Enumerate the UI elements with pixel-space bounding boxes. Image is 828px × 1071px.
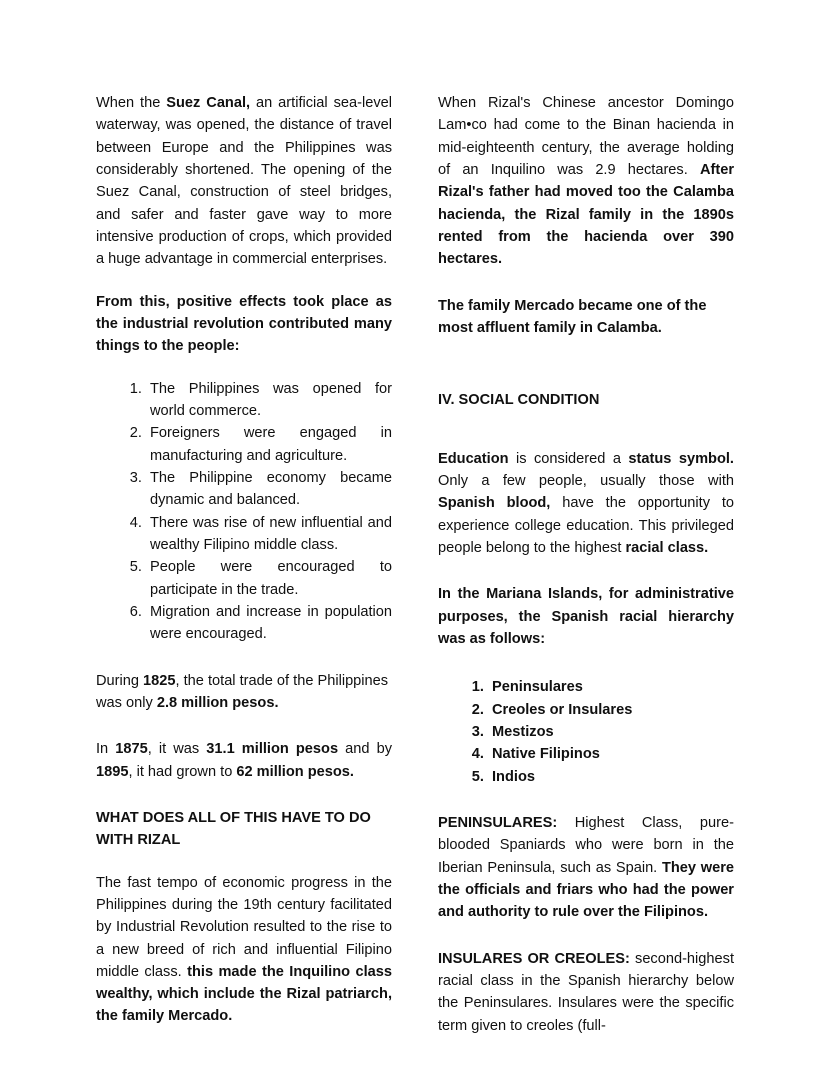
insulares-part1: second-highest racial class in the Spanish hierarchy below the Peninsulares. Insulares were the specific term given to creoles (full-: [438, 950, 734, 1034]
effects-list: [96, 378, 392, 646]
paragraph-family-mercado: The family Mercado became one of the most affluent family in Calamba.: [438, 297, 707, 336]
trade-1875-part2: , it was: [147, 741, 207, 758]
paragraph-insulares: [438, 948, 734, 1037]
trade-1875-part3: and by: [338, 741, 393, 758]
trade-1825-part2: , the total trade of the Philippines was only: [96, 672, 389, 711]
year-1875-bold: 1875: [115, 741, 148, 758]
amount-28m-bold: 2.8 million pesos.: [156, 694, 279, 711]
education-part2: Only a few people, usually those with: [438, 472, 734, 489]
paragraph-economic-tempo: [96, 872, 392, 1028]
suez-text-part2: an artificial sea-level waterway, was opened, the distance of travel between Europe and the Philippines was considerably shortened. The opening of the Suez Canal, construction of steel bridges, and safer and faster gave way to more intensive production of crops, which provided a huge advantage in commercial enterprises.: [96, 95, 392, 268]
education-part3: have the opportunity to experience college education. This privileged people belong to the highest: [438, 495, 735, 556]
heading-social-condition: IV. SOCIAL CONDITION: [438, 392, 600, 409]
paragraph-education: [438, 448, 734, 560]
list-item: 2. Creoles or Insulares: [488, 699, 734, 721]
list-item: 1. The Philippines was opened for world commerce.: [146, 378, 392, 423]
list-item: 3. The Philippine economy became dynamic and balanced.: [146, 467, 392, 512]
peninsulares-label-bold: PENINSULARES:: [438, 814, 558, 831]
paragraph-peninsulares: [438, 812, 734, 924]
list-item: 3. Mestizos: [488, 721, 734, 743]
education-bold: Education: [438, 450, 509, 467]
spacer: [438, 432, 734, 448]
heading-positive-effects: From this, positive effects took place as the industrial revolution contributed many things to the people:: [96, 293, 392, 355]
trade-1875-part1: In: [96, 741, 116, 758]
heading-mariana-islands-hierarchy: In the Mariana Islands, for administrative purposes, the Spanish racial hierarchy was as follows:: [438, 586, 734, 647]
suez-canal-bold: Suez Canal,: [166, 95, 251, 111]
lamco-bold: After Rizal's father had moved too the Calamba hacienda, the Rizal family in the 1890s rented from the hacienda over 390 hectares.: [438, 161, 734, 268]
education-part1: is considered a: [508, 450, 629, 467]
spanish-blood-bold: Spanish blood,: [438, 495, 551, 512]
peninsulares-officials-bold: They were the officials and friars who had the power and authority to rule over the Filipinos.: [438, 859, 734, 921]
two-column-layout: [96, 92, 740, 1057]
list-item: 4. There was rise of new influential and wealthy Filipino middle class.: [146, 512, 392, 557]
peninsulares-part1: Highest Class, pure-blooded Spaniards who were born in the Iberian Peninsula, such as Spain.: [438, 814, 734, 876]
list-item: 2. Foreigners were engaged in manufacturing and agriculture.: [146, 422, 392, 467]
trade-1875-part4: , it had grown to: [128, 763, 237, 780]
insulares-label-bold: INSULARES OR CREOLES:: [438, 950, 630, 967]
left-column: [96, 92, 392, 1048]
paragraph-trade-1875: [96, 738, 392, 783]
right-column: [438, 92, 734, 1057]
trade-1825-part1: During: [96, 672, 144, 689]
paragraph-lamco-hacienda: [438, 92, 734, 271]
list-item: 4. Native Filipinos: [488, 743, 734, 765]
inquilino-class-bold: this made the Inquilino class wealthy, which include the Rizal patriarch, the family Mercado.: [96, 963, 392, 1025]
list-item: 5. People were encouraged to participate in the trade.: [146, 556, 392, 601]
list-item: 5. Indios: [488, 766, 734, 788]
year-1895-bold: 1895: [96, 763, 129, 780]
heading-what-does-this-have-to-do-with-rizal: WHAT DOES ALL OF THIS HAVE TO DO WITH RIZAL: [96, 809, 371, 849]
suez-text-part1: When the: [96, 95, 167, 111]
amount-62m-bold: 62 million pesos.: [236, 763, 354, 780]
paragraph-suez-canal: [96, 92, 392, 271]
lamco-part1: When Rizal's Chinese ancestor Domingo Lam•co had come to the Binan hacienda in mid-eighteenth century, the average holding of an Inquilino was 2.9 hectares.: [438, 95, 734, 178]
list-item: 1. Peninsulares: [488, 676, 734, 698]
amount-311m-bold: 31.1 million pesos: [206, 741, 339, 758]
year-1825-bold: 1825: [143, 672, 176, 689]
racial-hierarchy-list: [438, 676, 734, 788]
paragraph-trade-1825: [96, 670, 392, 715]
list-item: 6. Migration and increase in population were encouraged.: [146, 601, 392, 646]
spacer: [438, 359, 734, 389]
racial-class-bold: racial class.: [625, 539, 709, 556]
status-symbol-bold: status symbol.: [628, 450, 734, 467]
tempo-part1: The fast tempo of economic progress in the Philippines during the 19th century facilitated by Industrial Revolution resulted to the rise to a new breed of rich and influential Filipino middle class.: [96, 874, 392, 980]
